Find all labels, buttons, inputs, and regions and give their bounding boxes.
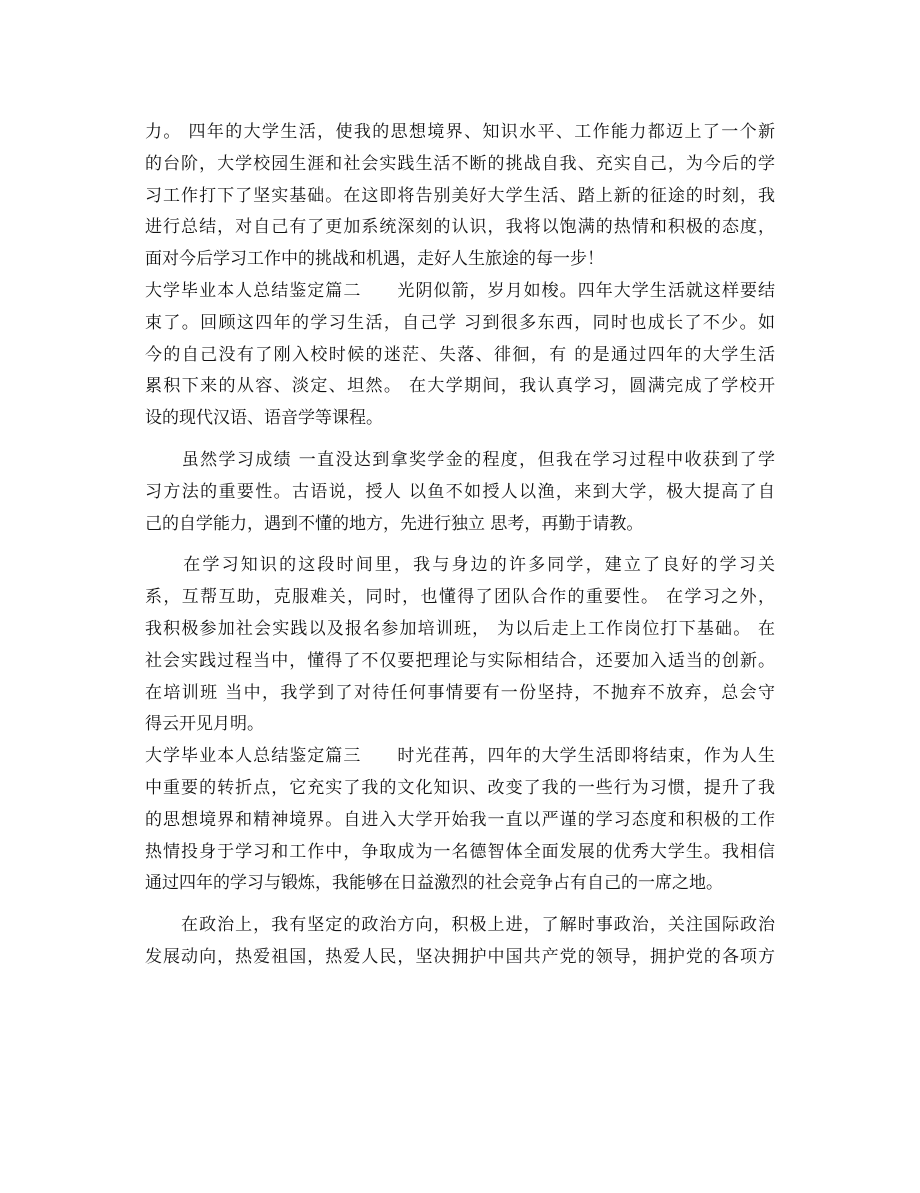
text-line: 今的自己没有了刚入校时候的迷茫、失落、徘徊，有 的是通过四年的大学生活 — [145, 344, 775, 365]
text-line: 习方法的重要性。古语说，授人 以鱼不如授人以渔，来到大学，极大提高了自 — [145, 481, 775, 502]
text-line: 中重要的转折点，它充实了我的文化知识、改变了我的一些行为习惯，提升了我 — [145, 777, 775, 798]
text-line: 在政治上，我有坚定的政治方向，积极上进，了解时事政治，关注国际政治 — [145, 915, 775, 936]
text-line: 在培训班 当中，我学到了对待任何事情要有一份坚持，不抛弃不放弃，总会守 — [145, 682, 775, 703]
text-line: 通过四年的学习与锻炼，我能够在日益激烈的社会竞争占有自己的一席之地。 — [145, 873, 723, 894]
text-line: 热情投身于学习和工作中，争取成为一名德智体全面发展的优秀大学生。我相信 — [145, 841, 775, 862]
document-body — [145, 117, 775, 974]
text-line: 发展动向，热爱祖国，热爱人民，坚决拥护中国共产党的领导，拥护党的各项方 — [145, 946, 775, 967]
text-line: 得云开见月明。 — [145, 714, 264, 735]
text-line: 面对今后学习工作中的挑战和机遇，走好人生旅途的每一步！ — [145, 249, 604, 270]
text-line: 虽然学习成绩 一直没达到拿奖学金的程度，但我在学习过程中收获到了学 — [145, 449, 775, 470]
text-line: 系，互帮互助，克服难关，同时，也懂得了团队合作的重要性。 在学习之外， — [145, 587, 775, 608]
text-line: 进行总结，对自己有了更加系统深刻的认识，我将以饱满的热情和积极的态度， — [145, 217, 775, 238]
text-line: 的思想境界和精神境界。自进入大学开始我一直以严谨的学习态度和积极的工作 — [145, 809, 775, 830]
text-line: 习工作打下了坚实基础。在这即将告别美好大学生活、踏上新的征途的时刻，我 — [145, 185, 775, 206]
text-line: 在学习知识的这段时间里，我与身边的许多同学，建立了良好的学习关 — [145, 555, 775, 576]
text-line: 设的现代汉语、语音学等课程。 — [145, 408, 383, 429]
text-line: 累积下来的从容、淡定、坦然。 在大学期间，我认真学习，圆满完成了学校开 — [145, 376, 775, 397]
text-line: 社会实践过程当中，懂得了不仅要把理论与实际相结合，还要加入适当的创新。 — [145, 650, 775, 671]
text-line: 束了。回顾这四年的学习生活，自己学 习到很多东西，同时也成长了不少。如 — [145, 312, 775, 333]
text-line: 力。 四年的大学生活，使我的思想境界、知识水平、工作能力都迈上了一个新 — [145, 122, 775, 142]
section-heading-line: 大学毕业本人总结鉴定篇二 光阴似箭，岁月如梭。四年大学生活就这样要结 — [145, 280, 775, 301]
text-line: 己的自学能力，遇到不懂的地方，先进行独立 思考，再勤于请教。 — [145, 513, 644, 534]
text-line: 的台阶，大学校园生涯和社会实践生活不断的挑战自我、充实自己，为今后的学 — [145, 153, 775, 174]
section-heading-line: 大学毕业本人总结鉴定篇三 时光荏苒，四年的大学生活即将结束，作为人生 — [145, 746, 775, 767]
text-line: 我积极参加社会实践以及报名参加培训班， 为以后走上工作岗位打下基础。 在 — [145, 618, 775, 639]
